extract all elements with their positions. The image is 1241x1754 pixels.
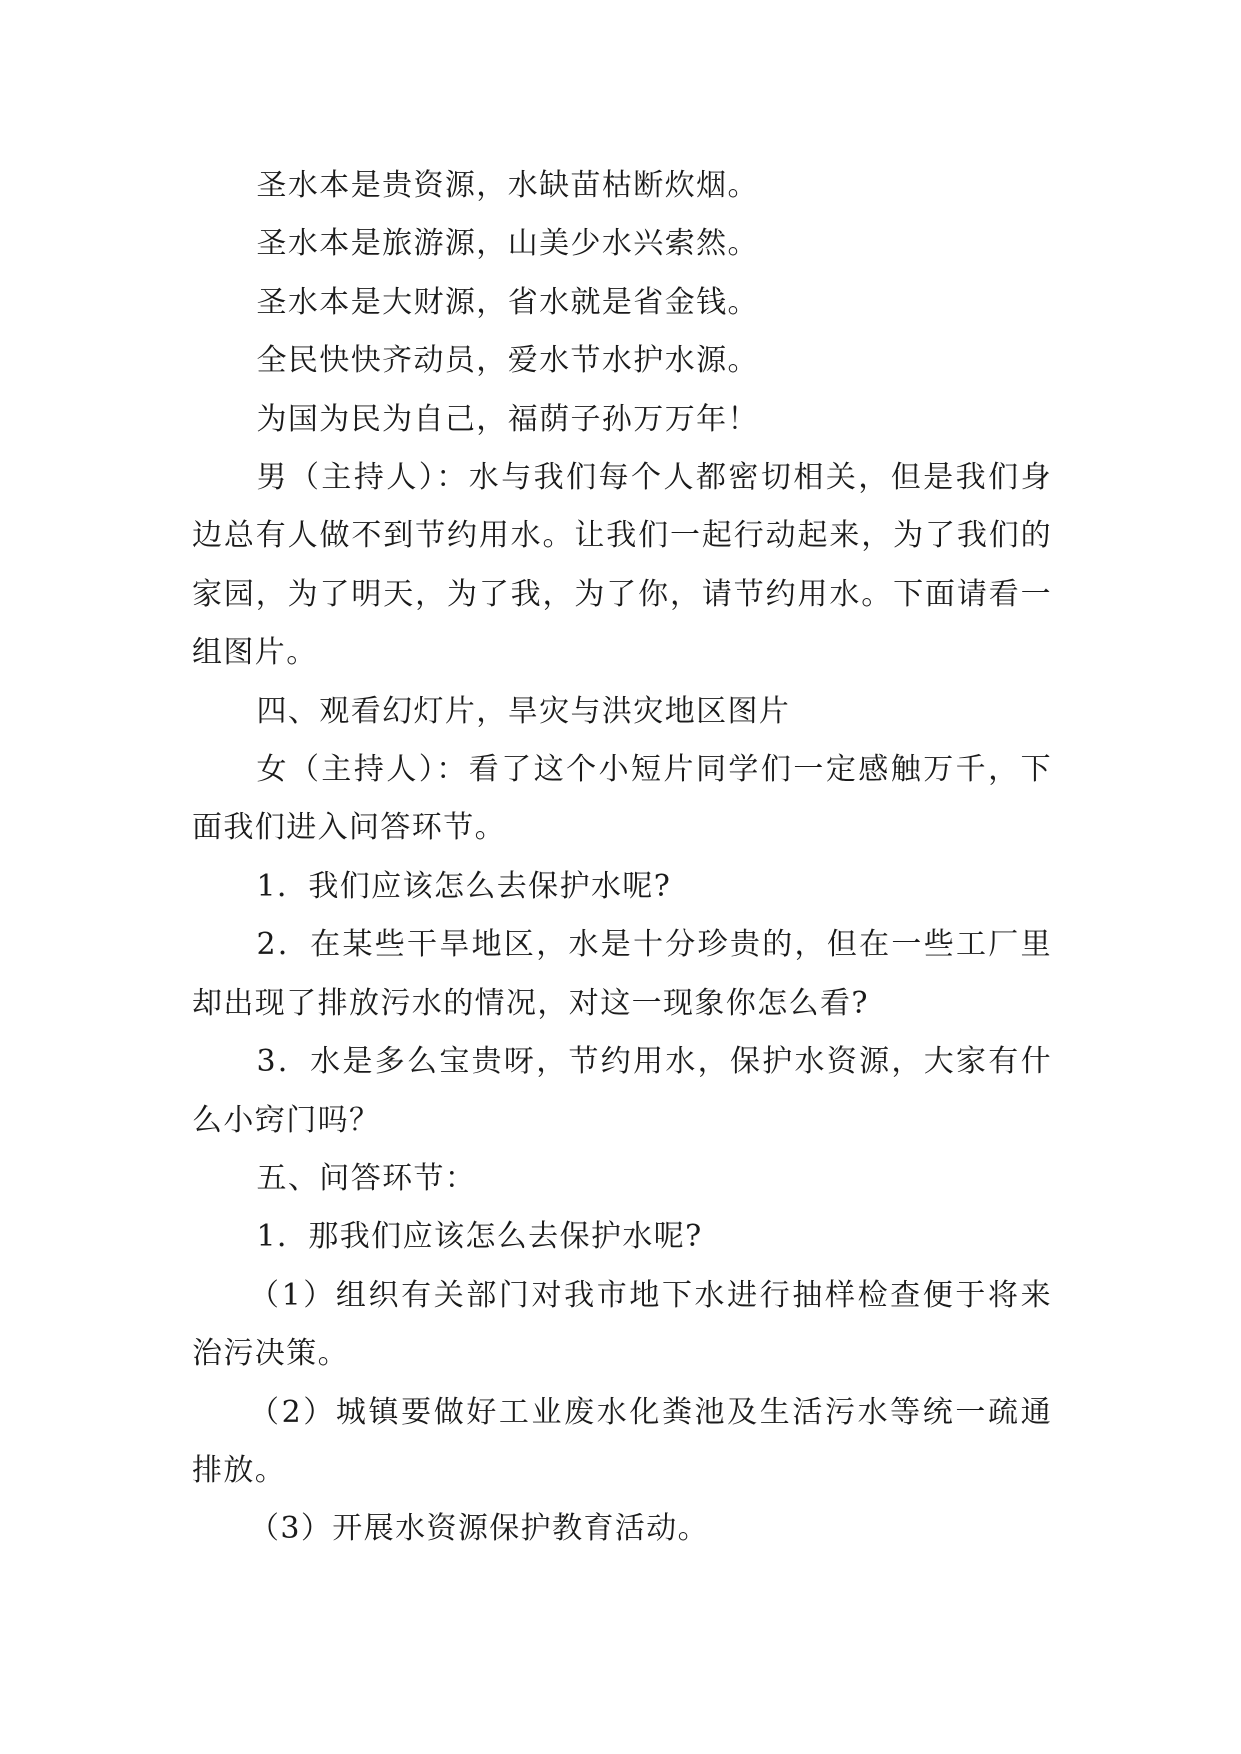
- poem-line-1: 圣水本是贵资源，水缺苗枯断炊烟。: [256, 168, 759, 203]
- question-1: 1．我们应该怎么去保护水呢?: [256, 868, 672, 904]
- document-body: [192, 157, 1052, 1559]
- host-male-speech: 男（主持人）：水与我们每个人都密切相关，但是我们身边总有人做不到节约用水。让我们一起行动起来，为了我们的家园，为了明天，为了我，为了你，请节约用水。下面请看一组图片。: [192, 460, 1052, 671]
- answer-item-2: （2）城镇要做好工业废水化粪池及生活污水等统一疏通排放。: [192, 1394, 1052, 1488]
- answer-item-3: （3）开展水资源保护教育活动。: [249, 1511, 710, 1547]
- question-2: 2．在某些干旱地区，水是十分珍贵的，但在一些工厂里却出现了排放污水的情况，对这一现象你怎么看?: [192, 927, 1052, 1021]
- poem-line-4: 全民快快齐动员，爱水节水护水源。: [256, 343, 759, 379]
- poem-line-2: 圣水本是旅游源，山美少水兴索然。: [256, 226, 759, 262]
- section-heading-five: 五、问答环节：: [256, 1160, 477, 1196]
- host-female-speech: 女（主持人）：看了这个小短片同学们一定感触万千，下面我们进入问答环节。: [192, 752, 1052, 846]
- question-3: 3．水是多么宝贵呀，节约用水，保护水资源，大家有什么小窍门吗？: [192, 1044, 1052, 1138]
- section-heading-four: 四、观看幻灯片，旱灾与洪灾地区图片: [256, 693, 791, 729]
- poem-line-3: 圣水本是大财源，省水就是省金钱。: [256, 284, 759, 320]
- answer-question-1: 1．那我们应该怎么去保护水呢?: [256, 1219, 703, 1255]
- answer-item-1: （1）组织有关部门对我市地下水进行抽样检查便于将来治污决策。: [192, 1277, 1052, 1372]
- poem-line-5: 为国为民为自己，福荫子孙万万年！: [256, 401, 759, 437]
